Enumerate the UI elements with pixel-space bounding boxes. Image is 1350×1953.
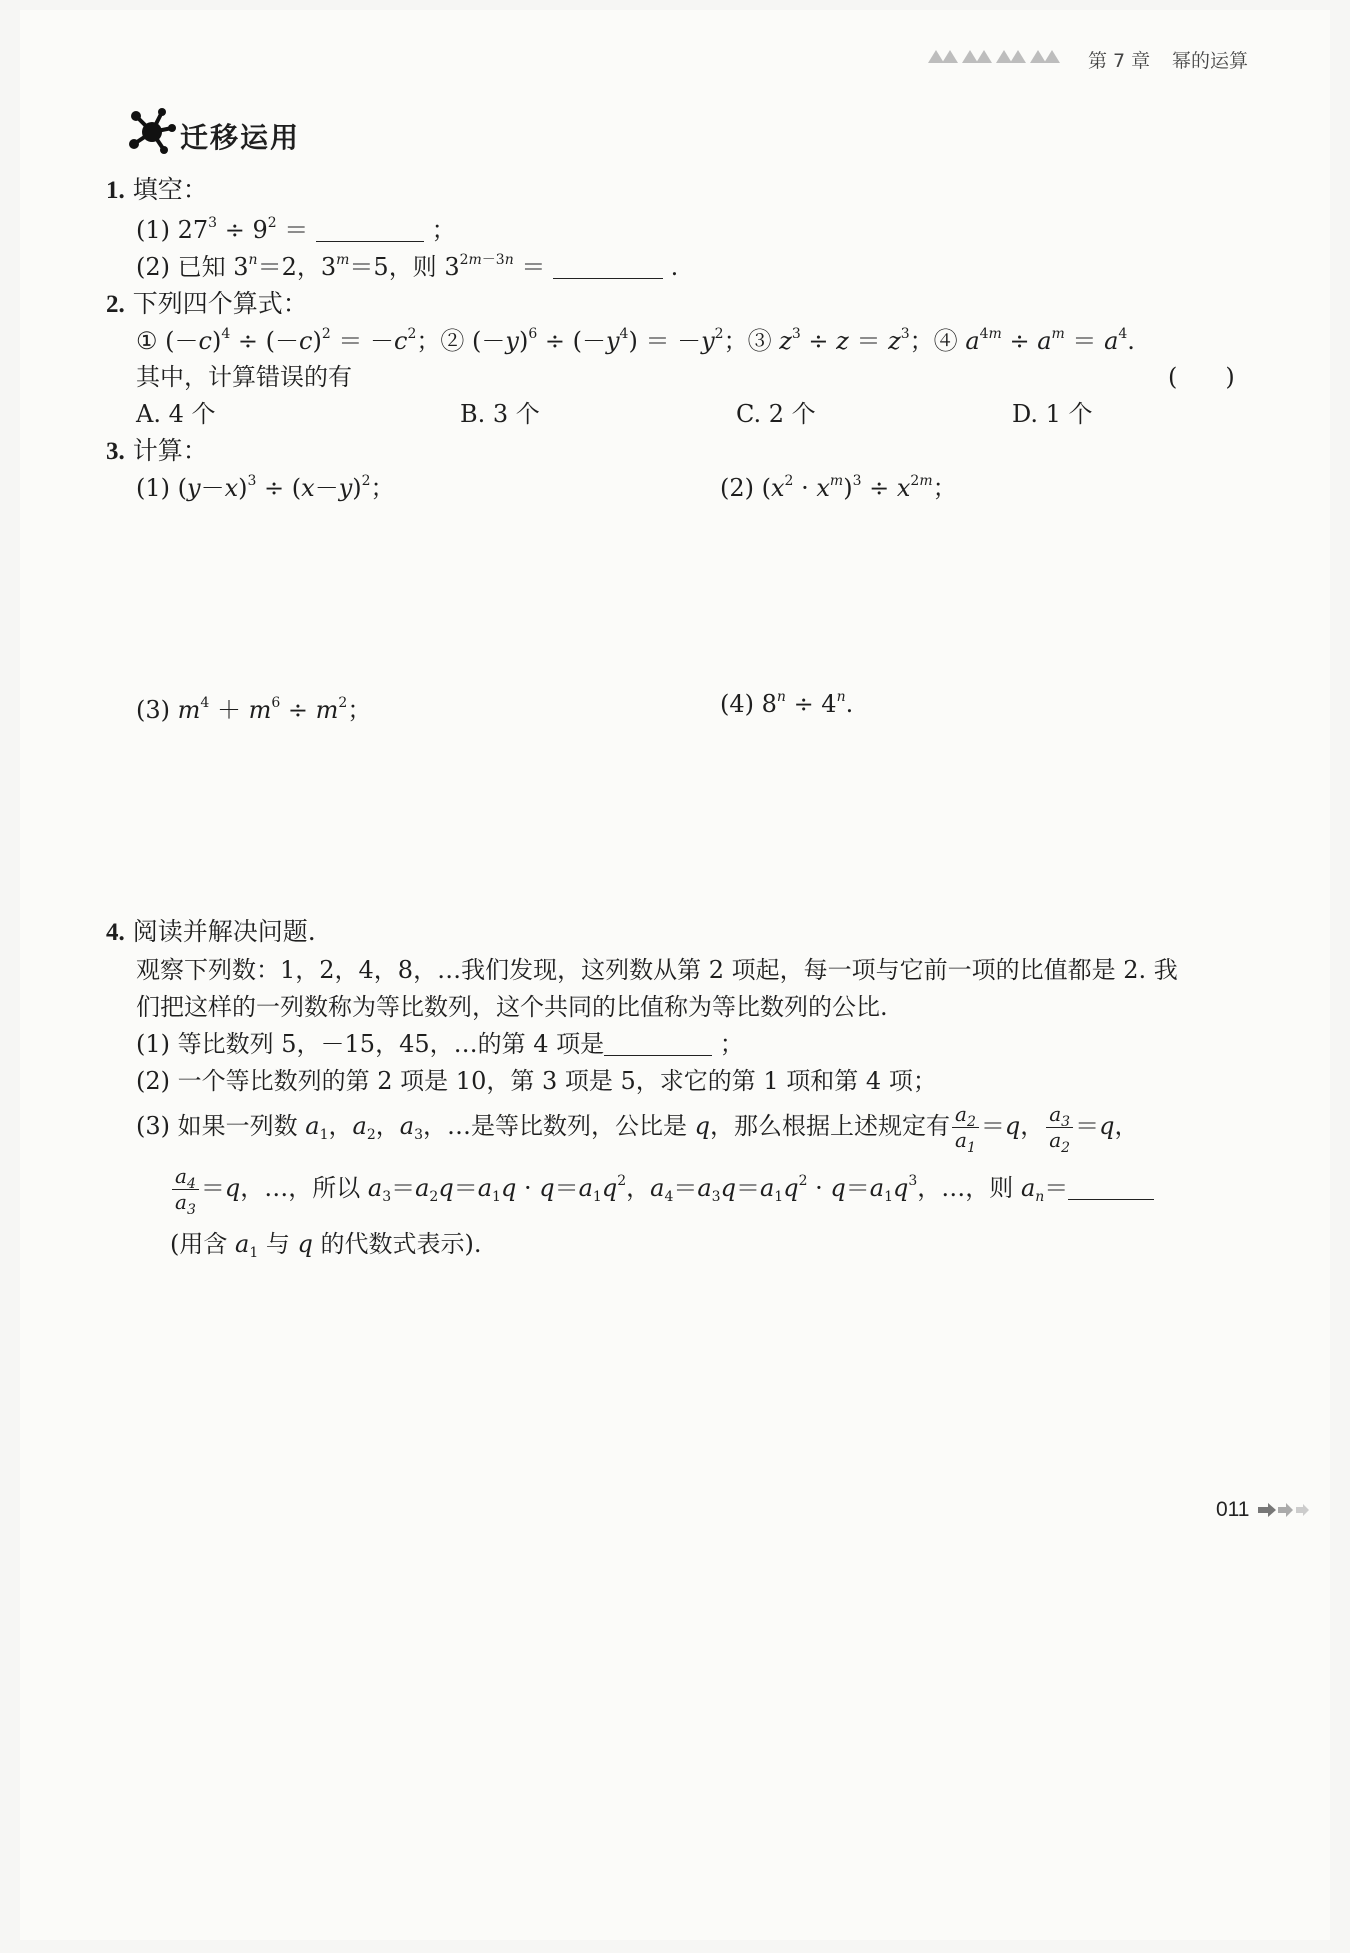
answer-blank[interactable] <box>1068 1179 1154 1200</box>
fraction: $\frac{a_3}{a_2}$ <box>1046 1102 1073 1153</box>
question-1-part-2: (2) 已知 $3^n=2$，$3^m=5$，则 $3^{2m-3n}$ ＝ . <box>136 252 679 281</box>
option-d[interactable]: D. 1 个 <box>1012 400 1093 428</box>
question-2-question: 其中，计算错误的有 <box>136 363 352 391</box>
chapter-title: 幂的运算 <box>1172 50 1249 72</box>
fraction: $\frac{a_4}{a_3}$ <box>172 1164 199 1215</box>
question-4-paragraph-1: 观察下列数：1，2，4，8，…我们发现，这列数从第 2 项起，每一项与它前一项的比值都是 2. 我 <box>136 956 1178 984</box>
header-decoration <box>928 50 1088 64</box>
question-3-part-2: (2) $(x^2 \cdot x^m)^3 \div x^{2m}$； <box>720 473 957 502</box>
question-2-formulas: ① $(-c)^4 \div (-c)^2 = -c^2$；② $(-y)^6 \div (-y^4) = -y^2$；③ $z^3 \div z = z^3$；④ $a^{4m} \div a^m = a^4$. <box>136 326 1135 355</box>
question-4-part-1: (1) 等比数列 5，－15，45，…的第 4 项是 ； <box>136 1030 744 1058</box>
question-4-part-2: (2) 一个等比数列的第 2 项是 10，第 3 项是 5，求它的第 1 项和第 4 项； <box>136 1067 937 1095</box>
question-3-part-4: (4) $8^n \div 4^n$. <box>720 689 854 718</box>
answer-blank[interactable] <box>553 258 663 279</box>
fraction: $\frac{a_2}{a_1}$ <box>952 1102 979 1153</box>
question-4-part-3-line-2: $\frac{a_4}{a_3}$ ＝q，…，所以 $a_3=a_2q=a_1q \cdot q=a_1q^2$，$a_4=a_3q=a_1q^2 \cdot q=a_1q^3$，…，则 $a_n=$ <box>170 1164 1154 1215</box>
option-a[interactable]: A. 4 个 <box>136 400 216 428</box>
page-number: 011 <box>1216 1498 1250 1521</box>
question-1-part-1: (1) $27^3 \div 9^2$ ＝ ； <box>136 215 456 244</box>
question-4-stem: 4. 阅读并解决问题. <box>106 917 316 946</box>
question-1-stem: 1. 填空： <box>106 175 208 204</box>
question-4-paragraph-2: 们把这样的一列数称为等比数列，这个共同的比值称为等比数列的公比. <box>136 993 888 1021</box>
question-2-stem: 2. 下列四个算式： <box>106 289 308 318</box>
section-title: 迁移运用 <box>180 121 301 154</box>
answer-parentheses[interactable]: ( ) <box>1168 363 1235 391</box>
option-b[interactable]: B. 3 个 <box>460 400 540 428</box>
question-4-part-3-line-3: (用含 $a_1$ 与 q 的代数式表示). <box>170 1230 482 1261</box>
question-3-part-1: (1) $(y-x)^3 \div (x-y)^2$； <box>136 473 395 502</box>
molecule-icon <box>128 106 176 154</box>
option-c[interactable]: C. 2 个 <box>736 400 816 428</box>
question-3-stem: 3. 计算： <box>106 436 208 465</box>
arrow-icon <box>1258 1500 1318 1524</box>
answer-blank[interactable] <box>604 1035 712 1056</box>
chapter-label: 第 7 章 <box>1088 50 1151 72</box>
question-4-part-3-line-1: (3) 如果一列数 $a_1$，$a_2$，$a_3$，…是等比数列，公比是 q，那么根据上述规定有 $\frac{a_2}{a_1}$ ＝q， $\frac{a_3}{a_2}$ ＝q， <box>136 1102 1139 1156</box>
question-3-part-3: (3) $m^4 + m^6 \div m^2$； <box>136 695 372 724</box>
textbook-page <box>20 10 1330 1940</box>
answer-blank[interactable] <box>316 221 424 242</box>
